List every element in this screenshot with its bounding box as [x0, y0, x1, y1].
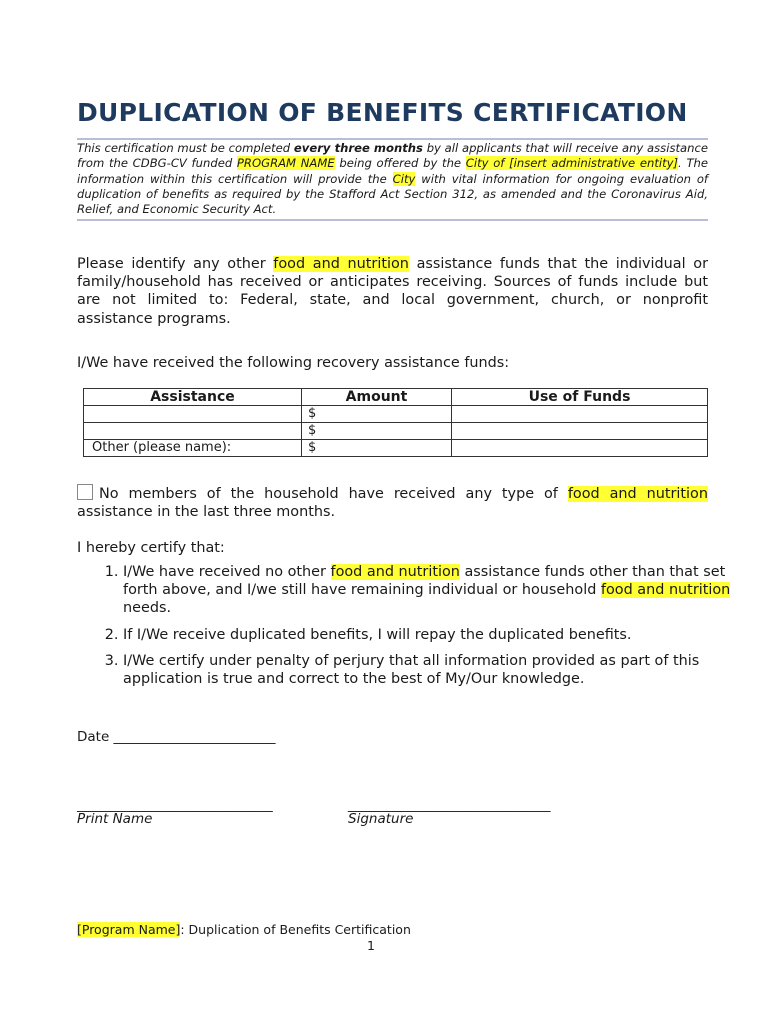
- header-amount: Amount: [302, 389, 452, 406]
- title-rule-top: [77, 138, 708, 140]
- use-cell[interactable]: [452, 406, 708, 423]
- item-text: needs.: [123, 600, 172, 617]
- sources-paragraph: [77, 255, 708, 328]
- placeholder-program-name: [Program Name]: [77, 922, 181, 937]
- print-name-line[interactable]: _____________________________: [77, 797, 273, 813]
- no-assistance-statement: [77, 484, 708, 521]
- signature-line[interactable]: ______________________________: [348, 797, 551, 813]
- footer-text: : Duplication of Benefits Certification: [180, 922, 411, 937]
- page-number: 1: [367, 938, 375, 953]
- list-item: 2. If I/We receive duplicated benefits, I will repay the duplicated benefits.: [123, 626, 754, 644]
- placeholder-city-short: City: [392, 171, 416, 186]
- checkbox-text: assistance in the last three months.: [77, 504, 336, 521]
- assistance-cell[interactable]: Other (please name):: [84, 440, 302, 457]
- table-row: [84, 406, 708, 423]
- amount-cell[interactable]: $: [302, 406, 452, 423]
- intro-text: being offered by the: [334, 156, 466, 171]
- intro-rule-bottom: [77, 219, 708, 221]
- signature-label: Signature: [348, 811, 414, 827]
- page-title: DUPLICATION OF BENEFITS CERTIFICATION: [77, 98, 688, 127]
- assistance-cell[interactable]: [84, 406, 302, 423]
- table-row: [84, 440, 708, 457]
- intro-paragraph: [77, 141, 708, 217]
- placeholder-assistance-type: food and nutrition: [600, 582, 731, 599]
- intro-bold: every three months: [293, 141, 423, 155]
- certification-list: [77, 563, 754, 696]
- intro-text: with vital information for ongoing evaluation of duplication of benefits as required by the Stafford Act Section 312, as amended and the Coronavirus Aid, Relief, and Economic Security Act.: [77, 171, 709, 217]
- amount-cell[interactable]: $: [302, 423, 452, 440]
- list-item: [123, 563, 754, 618]
- placeholder-assistance-type: food and nutrition: [567, 486, 708, 502]
- item-text: assistance funds other than that set forth above, and I/we still have remaining individual or household: [123, 564, 726, 599]
- header-use-of-funds: Use of Funds: [452, 389, 708, 406]
- certify-intro: I hereby certify that:: [77, 540, 225, 556]
- page-footer: [77, 922, 411, 937]
- intro-text: . The information within this certification will provide the: [77, 156, 709, 186]
- checkbox-text: No members of the household have received any type of: [99, 486, 568, 502]
- placeholder-program-name: PROGRAM NAME: [236, 156, 335, 171]
- funds-table: [83, 388, 708, 457]
- table-header-row: [84, 389, 708, 406]
- list-item: 3. I/We certify under penalty of perjury that all information provided as part of this application is true and correct to the best of My/Our knowledge.: [123, 652, 754, 688]
- para-text: Please identify any other: [77, 256, 274, 272]
- placeholder-assistance-type: food and nutrition: [330, 564, 460, 580]
- print-name-label: Print Name: [77, 811, 153, 827]
- received-funds-label: I/We have received the following recovery assistance funds:: [77, 355, 510, 371]
- assistance-cell[interactable]: [84, 423, 302, 440]
- date-field[interactable]: Date ________________________: [77, 729, 276, 745]
- placeholder-assistance-type: food and nutrition: [273, 256, 409, 272]
- intro-text: This certification must be completed: [77, 141, 294, 155]
- amount-cell[interactable]: $: [302, 440, 452, 457]
- placeholder-city: City of [insert administrative entity]: [465, 156, 679, 171]
- header-assistance: Assistance: [84, 389, 302, 406]
- intro-text: by all applicants that will receive any assistance from the CDBG-CV funded: [77, 141, 708, 171]
- table-row: [84, 423, 708, 440]
- use-cell[interactable]: [452, 423, 708, 440]
- item-text: I/We have received no other: [123, 564, 331, 580]
- use-cell[interactable]: [452, 440, 708, 457]
- no-assistance-checkbox[interactable]: [77, 484, 93, 500]
- para-text: assistance funds that the individual or family/household has received or anticipates receiving. Sources of funds include but are not limited to: Federal, state, and local government, church, or nonprofit assistance programs.: [77, 256, 708, 327]
